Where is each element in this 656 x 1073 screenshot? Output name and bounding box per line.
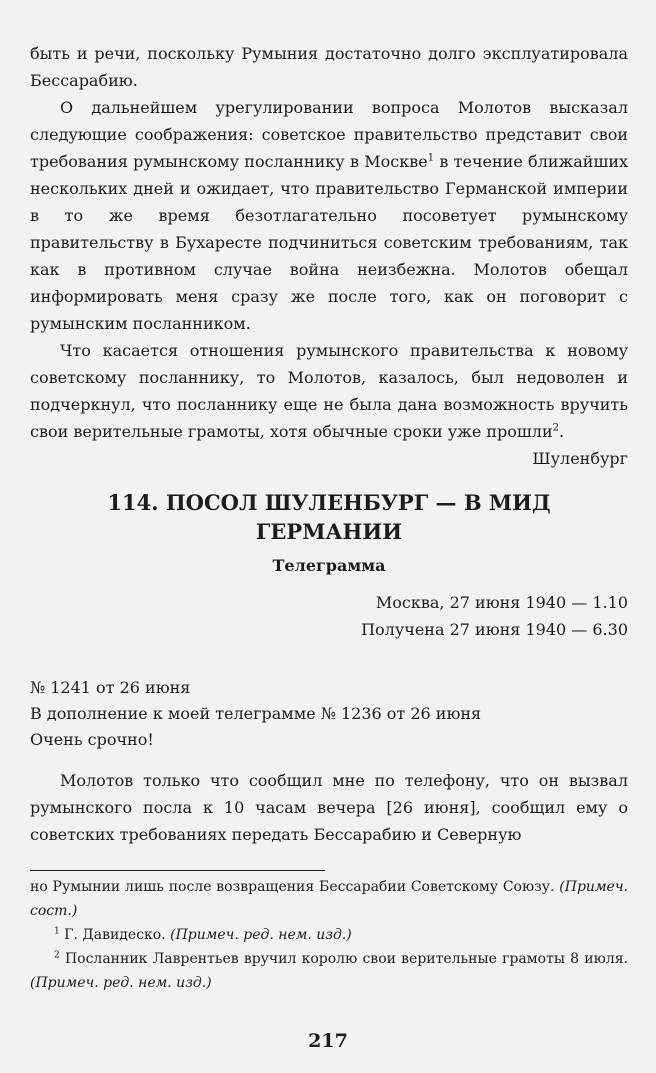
- received-dateline: Получена 27 июня 1940 — 6.30: [361, 620, 628, 639]
- footnote-mark-1: 1: [54, 926, 60, 937]
- page-body: [30, 40, 628, 995]
- footnote-divider: [30, 870, 325, 871]
- footnote-text: но Румынии лишь после возвращения Бессарабии Советскому Союзу.: [30, 879, 560, 895]
- page-number: 217: [308, 1030, 348, 1052]
- paragraph-continuation: быть и речи, поскольку Румыния достаточно долго эксплуатировала Бессарабию.: [30, 44, 628, 90]
- footnote-1: [30, 923, 628, 947]
- paragraph-text: в течение ближайших нескольких дней и ожидает, что правительство Германской империи в то же время безотлагательно посоветует румынскому правительству в Бухаресте подчиниться советским требованиям, так как в противном случае война неизбежна. Молотов обещал информировать меня сразу же после того, как он поговорит с румынским посланником.: [30, 152, 629, 333]
- paragraph-text: О дальнейшем урегулировании вопроса Молотов высказал следующие соображения: советское правительство представит свои требования румынскому посланнику в Москве: [30, 98, 628, 171]
- telegram-body: Молотов только что сообщил мне по телефону, что он вызвал румынского посла к 10 часам вечера [26 июня], сообщил ему о советских требованиях передать Бессарабию и Северную: [30, 771, 628, 844]
- footnote-editor-note: (Примеч. ред. нем. изд.): [30, 975, 212, 991]
- document-type: Телеграмма: [272, 556, 386, 575]
- footnote-editor-note: (Примеч. сост.): [30, 879, 628, 919]
- paragraph-text: Что касается отношения румынского правительства к новому советскому посланнику, то Молотов, казалось, был недоволен и подчеркнул, что посланнику еще не была дана возможность вручить свои верительные грамоты, хотя обычные сроки уже прошли: [30, 341, 628, 441]
- paragraph-text: .: [559, 422, 565, 441]
- paragraph-romanian-government: [30, 337, 628, 445]
- document-title: [30, 488, 628, 546]
- footnote-continuation: [30, 875, 628, 923]
- footnote-2: [30, 947, 628, 995]
- urgency-note: Очень срочно!: [30, 730, 154, 749]
- paragraph-molotov-proposals: [30, 94, 628, 337]
- telegram-reference: В дополнение к моей телеграмме № 1236 от 26 июня: [30, 704, 482, 723]
- footnote-text: Посланник Лаврентьев вручил королю свои верительные грамоты 8 июля.: [59, 951, 628, 967]
- footnote-ref-1: 1: [427, 152, 435, 164]
- footnote-editor-note: (Примеч. ред. нем. изд.): [170, 927, 352, 943]
- footnote-ref-2: 2: [552, 422, 559, 434]
- document-title-line-1: 114. ПОСОЛ ШУЛЕНБУРГ — В МИД: [107, 490, 551, 515]
- signature: Шуленбург: [532, 449, 628, 468]
- footnote-text: Г. Давидеско.: [59, 927, 171, 943]
- footnote-mark-2: 2: [54, 950, 60, 961]
- document-title-line-2: ГЕРМАНИИ: [255, 519, 403, 544]
- telegram-number: № 1241 от 26 июня: [30, 678, 191, 697]
- sent-dateline: Москва, 27 июня 1940 — 1.10: [375, 593, 628, 612]
